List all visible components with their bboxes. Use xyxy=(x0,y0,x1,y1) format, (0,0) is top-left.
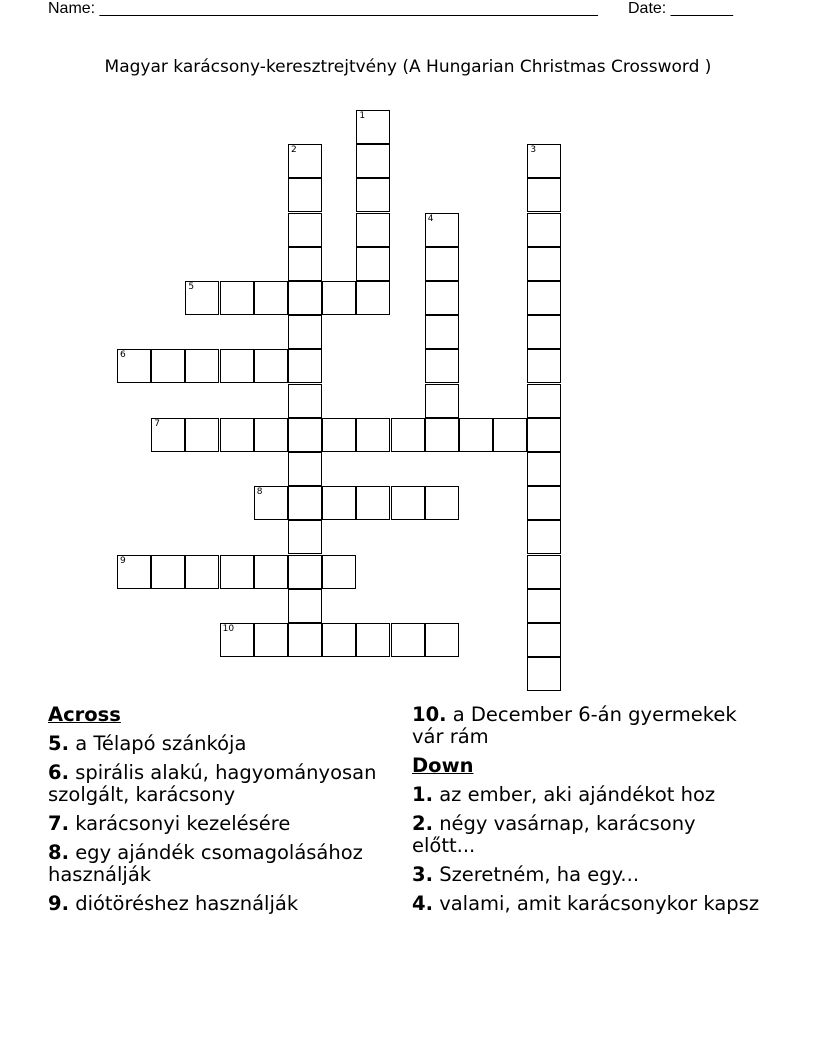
clue-number: 5. xyxy=(48,732,69,755)
grid-cell[interactable] xyxy=(254,623,288,657)
grid-cell[interactable] xyxy=(391,623,425,657)
grid-cell[interactable] xyxy=(425,315,459,349)
clues-right-column xyxy=(412,704,762,922)
grid-cell[interactable] xyxy=(151,349,185,383)
grid-cell[interactable] xyxy=(322,418,356,452)
grid-cell[interactable] xyxy=(356,486,390,520)
grid-cell[interactable] xyxy=(527,555,561,589)
clue-across-5 xyxy=(48,733,378,755)
clue-down-4 xyxy=(412,893,762,915)
grid-cell[interactable] xyxy=(288,247,322,281)
grid-cell[interactable] xyxy=(425,349,459,383)
clue-number: 2. xyxy=(412,812,433,835)
grid-cell[interactable] xyxy=(527,486,561,520)
grid-cell[interactable] xyxy=(220,623,254,657)
grid-cell[interactable] xyxy=(254,281,288,315)
clue-number: 7. xyxy=(48,812,69,835)
grid-cell[interactable] xyxy=(527,623,561,657)
across-heading: Across xyxy=(48,703,121,726)
clue-across-6 xyxy=(48,762,378,806)
clue-text: a Télapó szánkója xyxy=(75,732,247,755)
clue-text: az ember, aki ajándékot hoz xyxy=(439,783,716,806)
grid-cell[interactable] xyxy=(288,555,322,589)
date-field-label: Date: _______ xyxy=(628,0,733,17)
grid-cell[interactable] xyxy=(288,384,322,418)
grid-cell[interactable] xyxy=(322,486,356,520)
down-heading: Down xyxy=(412,754,474,777)
grid-cell[interactable] xyxy=(288,452,322,486)
grid-cell[interactable] xyxy=(527,452,561,486)
grid-cell[interactable] xyxy=(527,247,561,281)
name-field-label: Name: ________________________________________________________ xyxy=(48,0,598,17)
grid-cell[interactable] xyxy=(425,213,459,247)
grid-cell[interactable] xyxy=(322,623,356,657)
grid-cell[interactable] xyxy=(527,418,561,452)
grid-cell[interactable] xyxy=(254,349,288,383)
grid-cell[interactable] xyxy=(425,486,459,520)
grid-cell[interactable] xyxy=(151,418,185,452)
grid-cell[interactable] xyxy=(288,178,322,212)
grid-cell[interactable] xyxy=(288,349,322,383)
grid-cell[interactable] xyxy=(220,555,254,589)
grid-cell[interactable] xyxy=(288,315,322,349)
cell-number: 7 xyxy=(154,418,160,429)
grid-cell[interactable] xyxy=(288,520,322,554)
grid-cell[interactable] xyxy=(185,349,219,383)
grid-cell[interactable] xyxy=(117,349,151,383)
grid-cell[interactable] xyxy=(185,281,219,315)
clue-across-7 xyxy=(48,813,378,835)
grid-cell[interactable] xyxy=(288,144,322,178)
cell-number: 3 xyxy=(530,145,537,156)
cell-number: 8 xyxy=(256,487,263,498)
clue-down-1 xyxy=(412,784,762,806)
cell-number: 1 xyxy=(359,111,366,121)
clue-number: 1. xyxy=(412,783,433,806)
grid-cell[interactable] xyxy=(356,144,390,178)
grid-cell[interactable] xyxy=(425,384,459,418)
cell-number: 9 xyxy=(120,555,126,566)
grid-cell[interactable] xyxy=(425,247,459,281)
grid-cell[interactable] xyxy=(185,418,219,452)
grid-cell[interactable] xyxy=(356,418,390,452)
clue-text: négy vasárnap, karácsony előtt... xyxy=(412,812,696,857)
grid-cell[interactable] xyxy=(527,281,561,315)
grid-cell[interactable] xyxy=(356,178,390,212)
grid-cell[interactable] xyxy=(254,486,288,520)
grid-cell[interactable] xyxy=(220,418,254,452)
cell-number: 5 xyxy=(188,282,195,292)
grid-cell[interactable] xyxy=(288,418,322,452)
clue-across-10 xyxy=(412,704,762,748)
grid-cell[interactable] xyxy=(356,213,390,247)
grid-cell[interactable] xyxy=(220,281,254,315)
grid-cell[interactable] xyxy=(322,555,356,589)
grid-cell[interactable] xyxy=(117,555,151,589)
grid-cell[interactable] xyxy=(288,589,322,623)
grid-cell[interactable] xyxy=(527,178,561,212)
cell-number: 6 xyxy=(120,350,126,361)
grid-cell[interactable] xyxy=(185,555,219,589)
grid-cell[interactable] xyxy=(288,623,322,657)
grid-cell[interactable] xyxy=(527,349,561,383)
grid-cell[interactable] xyxy=(288,486,322,520)
grid-cell[interactable] xyxy=(288,213,322,247)
clue-across-9 xyxy=(48,893,378,915)
clue-number: 8. xyxy=(48,841,69,864)
grid-cell[interactable] xyxy=(527,520,561,554)
clue-number: 3. xyxy=(412,863,433,886)
clue-down-2 xyxy=(412,813,762,857)
clue-number: 10. xyxy=(412,703,447,726)
grid-cell[interactable] xyxy=(151,555,185,589)
grid-cell[interactable] xyxy=(356,247,390,281)
grid-cell[interactable] xyxy=(527,315,561,349)
cell-number: 10 xyxy=(222,624,235,634)
grid-cell[interactable] xyxy=(391,486,425,520)
cell-number: 2 xyxy=(291,145,297,156)
grid-cell[interactable] xyxy=(527,144,561,178)
grid-cell[interactable] xyxy=(322,281,356,315)
grid-cell[interactable] xyxy=(220,349,254,383)
grid-cell[interactable] xyxy=(527,213,561,247)
grid-cell[interactable] xyxy=(356,110,390,144)
clue-text: valami, amit karácsonykor kapsz xyxy=(439,892,760,915)
grid-cell[interactable] xyxy=(391,418,425,452)
grid-cell[interactable] xyxy=(425,418,459,452)
grid-cell[interactable] xyxy=(356,623,390,657)
page-title: Magyar karácsony-keresztrejtvény (A Hungarian Christmas Crossword ) xyxy=(104,57,712,77)
clue-text: spirális alakú, hagyományosan szolgált, karácsony xyxy=(48,761,377,806)
grid-cell[interactable] xyxy=(527,657,561,691)
grid-cell[interactable] xyxy=(425,281,459,315)
grid-cell[interactable] xyxy=(425,623,459,657)
clue-down-3 xyxy=(412,864,762,886)
clue-text: karácsonyi kezelésére xyxy=(75,812,291,835)
clue-text: Szeretném, ha egy... xyxy=(439,863,640,886)
grid-cell[interactable] xyxy=(527,589,561,623)
grid-cell[interactable] xyxy=(254,418,288,452)
clues-left-column xyxy=(48,704,378,922)
clue-across-8 xyxy=(48,842,378,886)
grid-cell[interactable] xyxy=(356,281,390,315)
grid-cell[interactable] xyxy=(527,384,561,418)
clue-text: egy ajándék csomagolásához használják xyxy=(48,841,363,886)
grid-cell[interactable] xyxy=(254,555,288,589)
grid-cell[interactable] xyxy=(493,418,527,452)
cell-number: 4 xyxy=(427,213,434,224)
clue-text: diótöréshez használják xyxy=(75,892,299,915)
clue-number: 6. xyxy=(48,761,69,784)
clue-number: 4. xyxy=(412,892,433,915)
clue-number: 9. xyxy=(48,892,69,915)
grid-cell[interactable] xyxy=(459,418,493,452)
grid-cell[interactable] xyxy=(288,281,322,315)
clue-text: a December 6-án gyermekek vár rám xyxy=(412,703,737,748)
